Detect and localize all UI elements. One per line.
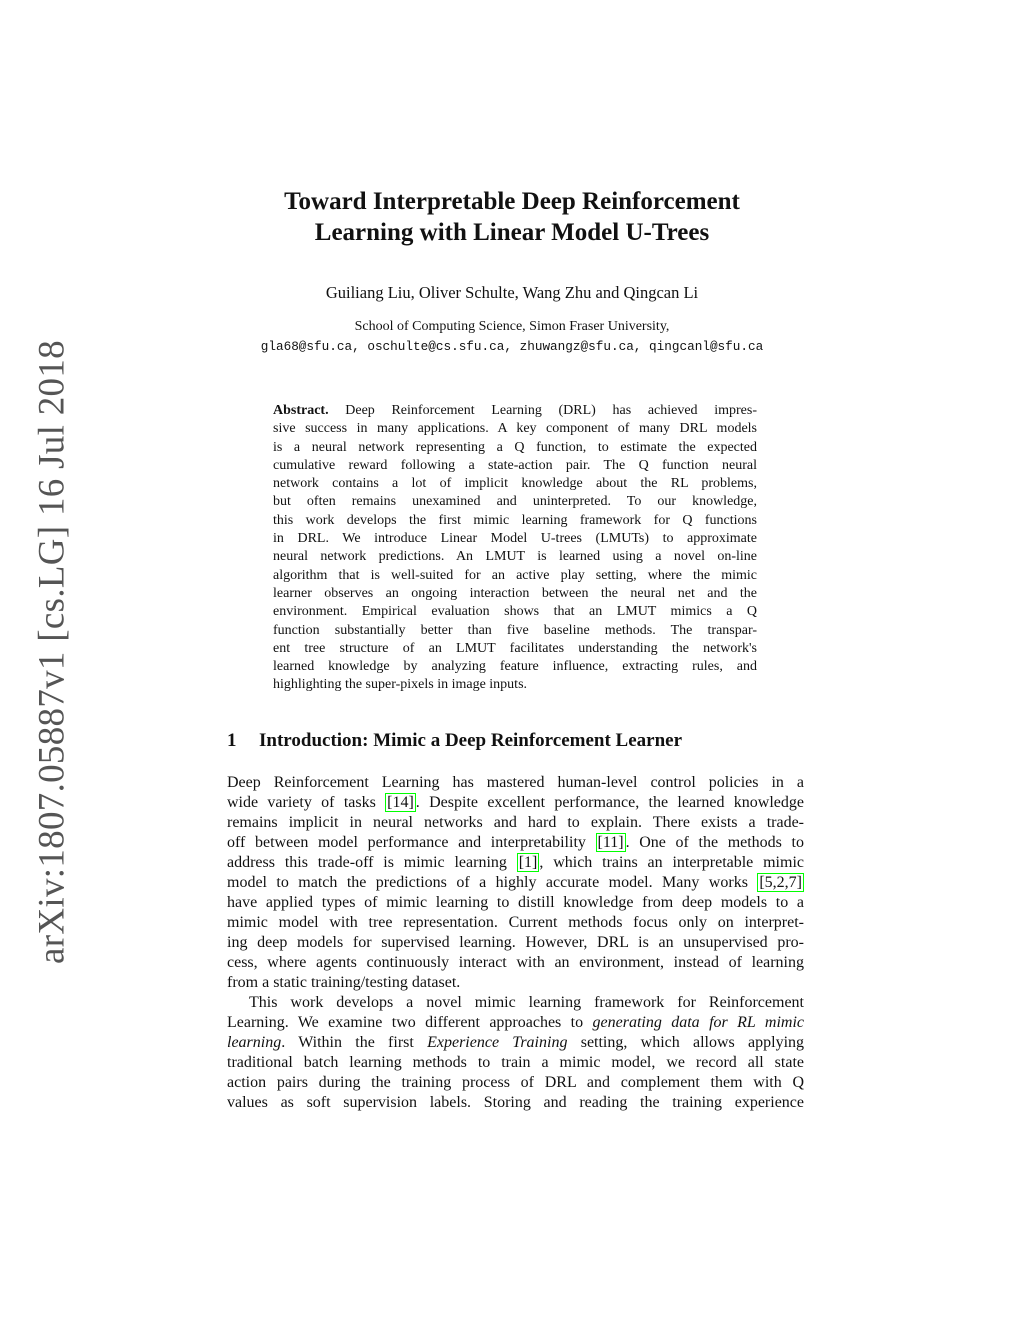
text-run: . One of the methods to bbox=[625, 834, 804, 851]
section-number: 1 bbox=[227, 730, 237, 751]
body-line: This work develops a novel mimic learning framework for Reinforcement bbox=[249, 994, 804, 1011]
body-line: have applied types of mimic learning to distill knowledge from deep models to a bbox=[227, 894, 804, 911]
section-title: Introduction: Mimic a Deep Reinforcement Learner bbox=[259, 730, 683, 751]
body-line bbox=[227, 793, 804, 813]
affiliation: School of Computing Science, Simon Fraser University, bbox=[354, 319, 670, 334]
citation-link[interactable]: [1] bbox=[518, 854, 538, 871]
body-line: from a static training/testing dataset. bbox=[227, 974, 461, 991]
abstract-line: learned knowledge by analyzing feature influence, extracting rules, and bbox=[273, 659, 757, 675]
text-run: off between model performance and interpretability bbox=[227, 834, 596, 851]
body-line: remains implicit in neural networks and hard to explain. There exists a trade- bbox=[227, 814, 804, 831]
abstract-line: function substantially better than five baseline methods. The transpar- bbox=[273, 622, 757, 638]
text-run: setting, which allows applying bbox=[567, 1034, 805, 1051]
citation-link[interactable]: [5,2,7] bbox=[759, 874, 802, 891]
body-line: traditional batch learning methods to train a mimic model, we record all state bbox=[227, 1054, 804, 1071]
body-text bbox=[227, 773, 804, 1113]
abstract-line: ent tree structure of an LMUT facilitates understanding the network's bbox=[273, 640, 757, 656]
body-line: Deep Reinforcement Learning has mastered human-level control policies in a bbox=[227, 774, 804, 791]
abstract-line: learner observes an ongoing interaction between the neural net and the bbox=[273, 585, 757, 601]
body-line bbox=[227, 833, 804, 853]
text-run: Learning. We examine two different approaches to bbox=[227, 1014, 593, 1031]
body-line bbox=[227, 1013, 804, 1033]
body-line bbox=[227, 853, 804, 873]
abstract-line: environment. Empirical evaluation shows that an LMUT mimics a Q bbox=[273, 604, 757, 620]
abstract-line: is a neural network representing a Q function, to estimate the expected bbox=[273, 439, 757, 455]
section-heading bbox=[227, 730, 682, 752]
abstract-line: network contains a lot of implicit knowledge about the RL problems, bbox=[273, 476, 757, 492]
body-line bbox=[227, 873, 804, 893]
body-line: action pairs during the training process of DRL and complement them with Q bbox=[227, 1074, 804, 1091]
abstract-label: Abstract. bbox=[273, 403, 329, 418]
body-line: values as soft supervision labels. Storing and reading the training experience bbox=[227, 1094, 804, 1111]
abstract-line: in DRL. We introduce Linear Model U-trees (LMUTs) to approximate bbox=[273, 531, 757, 547]
title-line: Learning with Linear Model U-Trees bbox=[314, 219, 710, 246]
text-run: . Within the first bbox=[281, 1034, 428, 1051]
text-run: , which trains an interpretable mimic bbox=[539, 854, 804, 871]
author-emails: gla68@sfu.ca, oschulte@cs.sfu.ca, zhuwangz@sfu.ca, qingcanl@sfu.ca bbox=[260, 339, 764, 354]
abstract-line: cumulative reward following a state-action pair. The Q function neural bbox=[273, 457, 757, 473]
citation-link[interactable]: [11] bbox=[597, 834, 624, 851]
abstract-text: Deep Reinforcement Learning (DRL) has achieved impres- bbox=[328, 403, 757, 418]
text-run: wide variety of tasks bbox=[227, 794, 386, 811]
emphasis-text: generating data for RL mimic bbox=[592, 1014, 804, 1031]
abstract bbox=[273, 402, 757, 695]
abstract-line: neural network predictions. An LMUT is learned using a novel on-line bbox=[273, 549, 757, 565]
title-line: Toward Interpretable Deep Reinforcement bbox=[284, 188, 740, 215]
text-run: . Despite excellent performance, the learned knowledge bbox=[415, 794, 804, 811]
text-run: address this trade-off is mimic learning bbox=[227, 854, 517, 871]
abstract-line: algorithm that is well-suited for an active play setting, where the mimic bbox=[273, 567, 757, 583]
emphasis-text: Experience Training bbox=[427, 1034, 568, 1051]
abstract-line bbox=[273, 402, 757, 420]
abstract-line: but often remains unexamined and uninterpreted. To our knowledge, bbox=[273, 494, 757, 510]
abstract-line: highlighting the super-pixels in image inputs. bbox=[273, 677, 528, 693]
emphasis-text: learning bbox=[227, 1034, 282, 1051]
text-run: model to match the predictions of a highly accurate model. Many works bbox=[227, 874, 758, 891]
body-line bbox=[227, 1033, 804, 1053]
body-line: ing deep models for supervised learning. However, DRL is an unsupervised pro- bbox=[227, 934, 804, 951]
body-line: cess, where agents continuously interact with an environment, instead of learning bbox=[227, 954, 804, 971]
body-line: mimic model with tree representation. Current methods focus only on interpret- bbox=[227, 914, 804, 931]
paper-title bbox=[0, 186, 1024, 248]
author-list: Guiliang Liu, Oliver Schulte, Wang Zhu and Qingcan Li bbox=[325, 283, 699, 302]
citation-link[interactable]: [14] bbox=[387, 794, 414, 811]
abstract-line: sive success in many applications. A key component of many DRL models bbox=[273, 421, 757, 437]
abstract-line: this work develops the first mimic learning framework for Q functions bbox=[273, 512, 757, 528]
arxiv-identifier: arXiv:1807.05887v1 [cs.LG] 16 Jul 2018 bbox=[31, 340, 73, 964]
